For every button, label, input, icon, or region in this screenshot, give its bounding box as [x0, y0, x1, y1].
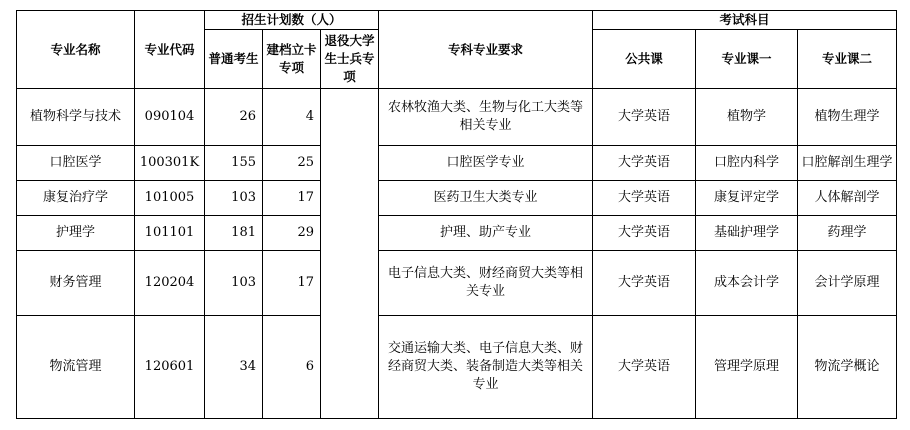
cell-poverty: 4: [263, 89, 321, 146]
cell-requirement: 医药卫生大类专业: [379, 181, 593, 216]
cell-poverty: 25: [263, 146, 321, 181]
cell-major-code: 120601: [135, 316, 205, 419]
cell-major-code: 101101: [135, 216, 205, 251]
cell-course2: 人体解剖学: [798, 181, 897, 216]
cell-general: 34: [205, 316, 263, 419]
cell-veteran: [321, 181, 379, 216]
table-row: [17, 181, 897, 216]
cell-requirement: 护理、助产专业: [379, 216, 593, 251]
header-major-name: 专业名称: [17, 11, 135, 89]
header-general: 普通考生: [205, 30, 263, 89]
cell-major-code: 090104: [135, 89, 205, 146]
cell-general: 26: [205, 89, 263, 146]
cell-requirement: 农林牧渔大类、生物与化工大类等相关专业: [379, 89, 593, 146]
cell-poverty: 17: [263, 251, 321, 316]
cell-veteran: [321, 316, 379, 419]
cell-course1: 成本会计学: [696, 251, 798, 316]
cell-veteran: [321, 251, 379, 316]
cell-public-course: 大学英语: [593, 216, 696, 251]
table-row: [17, 216, 897, 251]
header-major-code: 专业代码: [135, 11, 205, 89]
cell-general: 103: [205, 251, 263, 316]
cell-requirement: 电子信息大类、财经商贸大类等相关专业: [379, 251, 593, 316]
cell-requirement: 交通运输大类、电子信息大类、财经商贸大类、装备制造大类等相关专业: [379, 316, 593, 419]
cell-major-name: 康复治疗学: [17, 181, 135, 216]
cell-major-code: 101005: [135, 181, 205, 216]
cell-course1: 基础护理学: [696, 216, 798, 251]
cell-course2: 会计学原理: [798, 251, 897, 316]
cell-course1: 植物学: [696, 89, 798, 146]
cell-veteran: [321, 146, 379, 181]
cell-poverty: 29: [263, 216, 321, 251]
header-course2: 专业课二: [798, 30, 897, 89]
cell-major-name: 植物科学与技术: [17, 89, 135, 146]
header-plan-group: 招生计划数（人）: [205, 11, 379, 30]
cell-major-name: 护理学: [17, 216, 135, 251]
table-row: [17, 251, 897, 316]
cell-major-name: 口腔医学: [17, 146, 135, 181]
cell-public-course: 大学英语: [593, 251, 696, 316]
cell-major-code: 120204: [135, 251, 205, 316]
cell-major-name: 财务管理: [17, 251, 135, 316]
cell-course1: 口腔内科学: [696, 146, 798, 181]
cell-general: 181: [205, 216, 263, 251]
cell-veteran: [321, 89, 379, 146]
cell-major-name: 物流管理: [17, 316, 135, 419]
table-row: [17, 146, 897, 181]
header-public-course: 公共课: [593, 30, 696, 89]
cell-course1: 管理学原理: [696, 316, 798, 419]
cell-requirement: 口腔医学专业: [379, 146, 593, 181]
header-exam-group: 考试科目: [593, 11, 897, 30]
table-row: [17, 89, 897, 146]
cell-public-course: 大学英语: [593, 146, 696, 181]
cell-major-code: 100301K: [135, 146, 205, 181]
header-veteran: 退役大学生士兵专项: [321, 30, 379, 89]
cell-public-course: 大学英语: [593, 89, 696, 146]
cell-public-course: 大学英语: [593, 316, 696, 419]
cell-course2: 口腔解剖生理学: [798, 146, 897, 181]
cell-course2: 植物生理学: [798, 89, 897, 146]
cell-general: 155: [205, 146, 263, 181]
cell-poverty: 6: [263, 316, 321, 419]
cell-poverty: 17: [263, 181, 321, 216]
cell-veteran: [321, 216, 379, 251]
header-course1: 专业课一: [696, 30, 798, 89]
cell-course1: 康复评定学: [696, 181, 798, 216]
cell-general: 103: [205, 181, 263, 216]
cell-course2: 物流学概论: [798, 316, 897, 419]
cell-public-course: 大学英语: [593, 181, 696, 216]
header-poverty: 建档立卡专项: [263, 30, 321, 89]
header-requirement: 专科专业要求: [379, 11, 593, 89]
cell-course2: 药理学: [798, 216, 897, 251]
admission-plan-table: [16, 10, 897, 419]
table-row: [17, 316, 897, 419]
